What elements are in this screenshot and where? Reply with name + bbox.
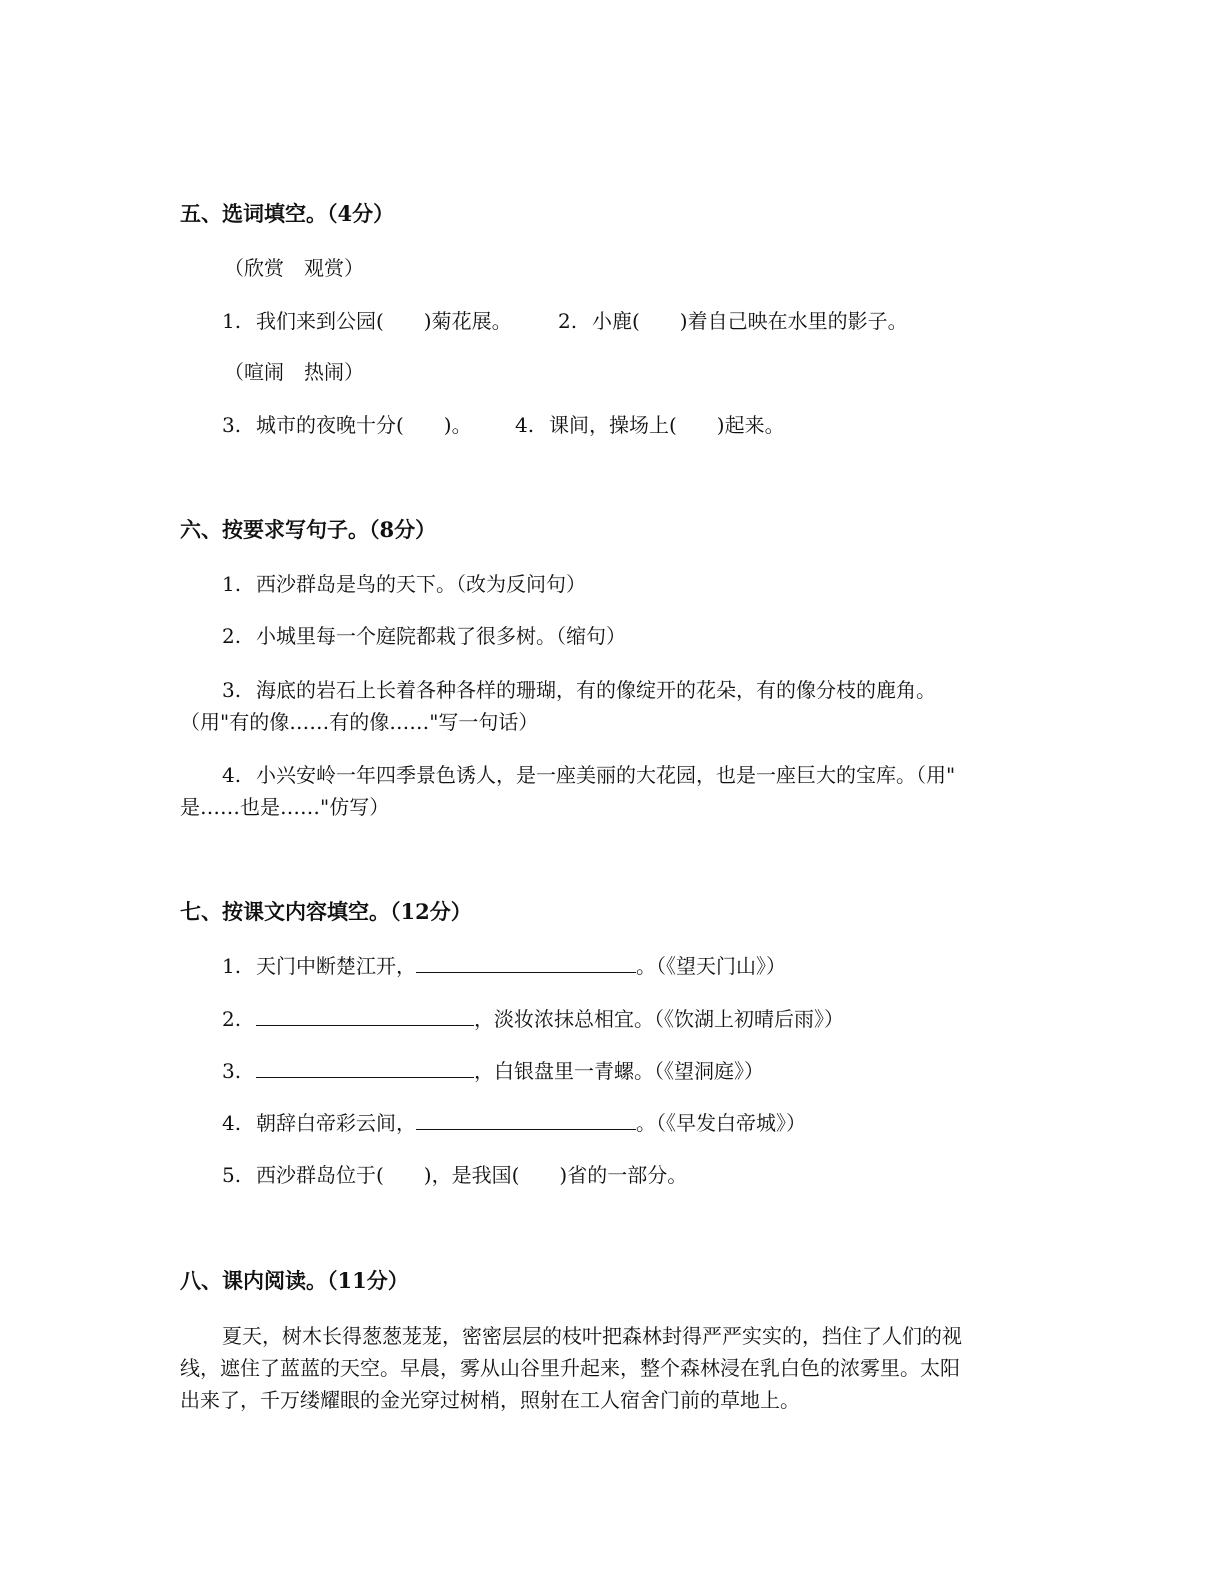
section8-title: 八、课内阅读。（11分） (180, 1268, 409, 1293)
question-text: 小兴安岭一年四季景色诱人，是一座美丽的大花园，也是一座巨大的宝库。（用" (256, 763, 956, 787)
word-choice-group-1: （欣赏 观赏） (224, 256, 364, 280)
section7-title: 七、按课文内容填空。（12分） (180, 899, 472, 924)
blank-line (416, 1111, 636, 1130)
question-number: 4. (515, 413, 535, 437)
section5-question-2 (558, 305, 908, 334)
question-number: 4. (222, 763, 242, 787)
question-number: 2. (222, 1007, 242, 1031)
question-number: 3. (222, 1059, 242, 1083)
blank-line (416, 954, 636, 973)
section6-item-4 (222, 759, 955, 788)
question-number: 4. (222, 1111, 242, 1135)
section7-item-5 (222, 1159, 687, 1188)
question-number: 1. (222, 954, 242, 978)
question-number: 3. (222, 678, 242, 702)
verse-after: ，白银盘里一青螺。（《望洞庭》） (474, 1059, 764, 1083)
question-text: 我们来到公园( )菊花展。 (256, 309, 512, 333)
section6-item-4-continuation: 是……也是……"仿写） (180, 795, 390, 819)
question-number: 5. (222, 1163, 242, 1187)
question-number: 1. (222, 309, 242, 333)
reading-passage-line-1: 夏天，树木长得葱葱茏茏，密密层层的枝叶把森林封得严严实实的，挡住了人们的视 (222, 1324, 962, 1348)
question-text: 海底的岩石上长着各种各样的珊瑚，有的像绽开的花朵，有的像分枝的鹿角。 (256, 678, 936, 702)
blank-line (256, 1059, 474, 1078)
question-number: 1. (222, 572, 242, 596)
question-text: 课间，操场上( )起来。 (549, 413, 785, 437)
section5-title: 五、选词填空。（4分） (180, 201, 395, 226)
question-text: 西沙群岛是鸟的天下。（改为反问句） (256, 572, 586, 596)
question-text: 小鹿( )着自己映在水里的影子。 (592, 309, 908, 333)
verse-before: 天门中断楚江开， (256, 954, 416, 978)
section5-question-3 (222, 409, 472, 438)
section6-title: 六、按要求写句子。（8分） (180, 517, 437, 542)
question-number: 2. (222, 624, 242, 648)
section7-item-1 (222, 950, 786, 979)
section5-question-4 (515, 409, 785, 438)
section6-item-3-continuation: （用"有的像……有的像……"写一句话） (180, 710, 539, 734)
verse-before: 朝辞白帝彩云间， (256, 1111, 416, 1135)
question-text: 城市的夜晚十分( )。 (256, 413, 472, 437)
verse-after: ，淡妆浓抹总相宜。（《饮湖上初晴后雨》） (474, 1007, 844, 1031)
question-number: 3. (222, 413, 242, 437)
section6-item-1 (222, 568, 586, 597)
question-number: 2. (558, 309, 578, 333)
verse-after: 。（《望天门山》） (636, 954, 786, 978)
section7-item-2 (222, 1003, 844, 1032)
section6-item-3 (222, 674, 936, 703)
question-text: 西沙群岛位于( )，是我国( )省的一部分。 (256, 1163, 688, 1187)
section7-item-3 (222, 1055, 764, 1084)
section5-question-1 (222, 305, 512, 334)
blank-line (256, 1007, 474, 1026)
question-text: 小城里每一个庭院都栽了很多树。（缩句） (256, 624, 626, 648)
word-choice-group-2: （喧闹 热闹） (224, 360, 364, 384)
reading-passage-line-3: 出来了，千万缕耀眼的金光穿过树梢，照射在工人宿舍门前的草地上。 (180, 1388, 800, 1412)
verse-after: 。（《早发白帝城》） (636, 1111, 806, 1135)
section7-item-4 (222, 1107, 806, 1136)
section6-item-2 (222, 620, 626, 649)
reading-passage-line-2: 线，遮住了蓝蓝的天空。早晨，雾从山谷里升起来，整个森林浸在乳白色的浓雾里。太阳 (180, 1356, 960, 1380)
